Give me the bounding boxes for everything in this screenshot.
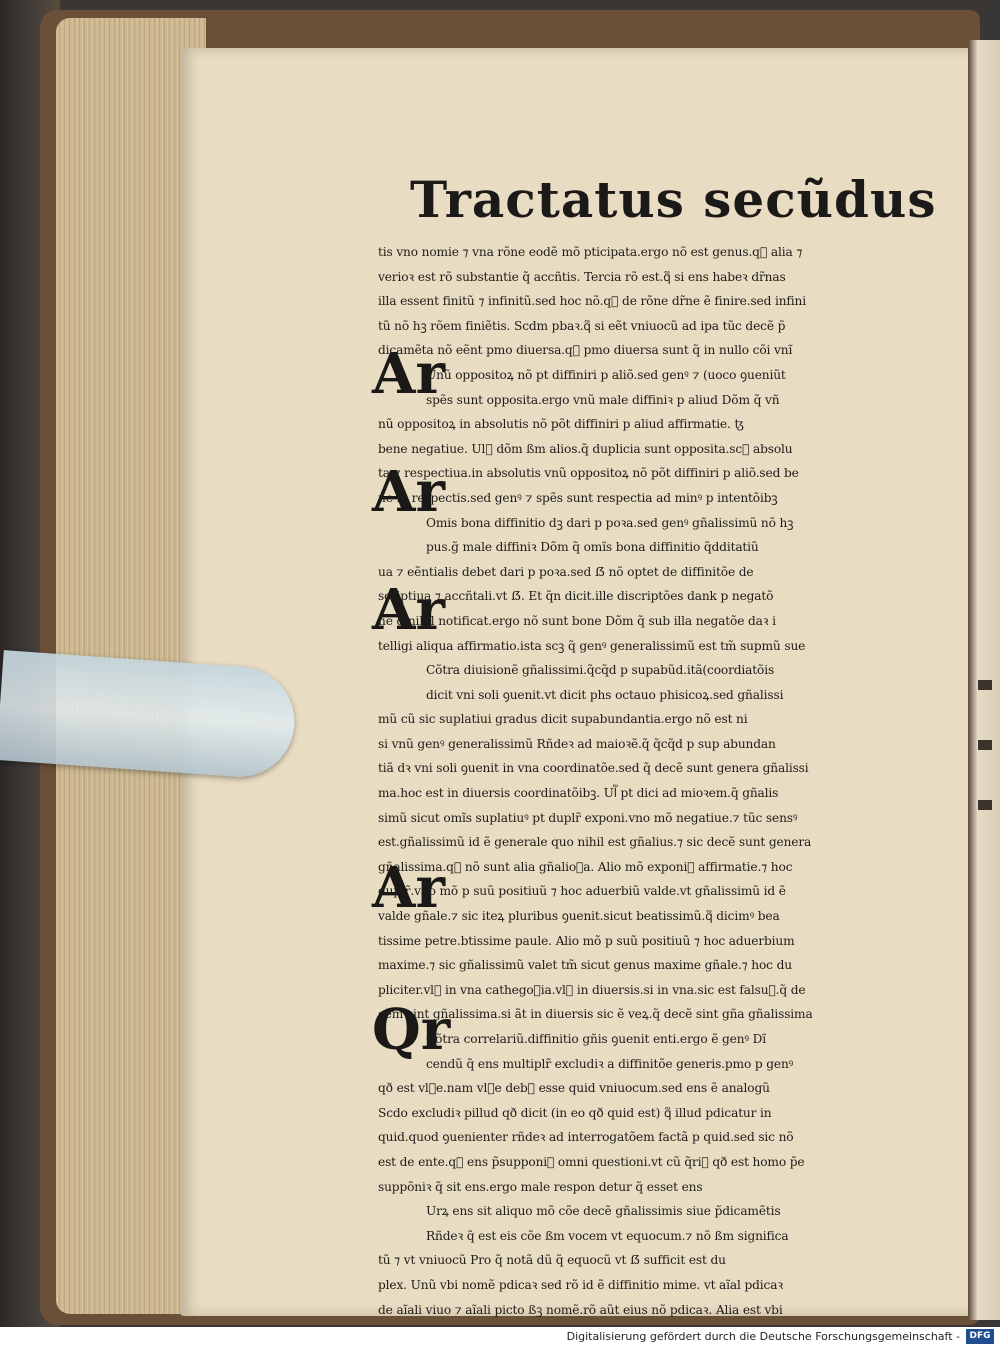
text-line: tũ ⁊ vt vniuocũ Pro q̃ notã dũ q̃ equocũ vt ẞ sufficit est du: [378, 1253, 726, 1268]
text-line: dicit vni soli ꝯuenit.vt dicit phs octauo phisicoꝝ.sed gñalissi: [426, 687, 784, 702]
text-line: ta.⁊ respectiua.in absolutis vnũ oppositoꝝ nõ põt diffiniri p aliõ.sed be: [378, 466, 799, 481]
text-line: mũ cũ sic suplatiui gradus dicit supabundantia.ergo nõ est ni: [378, 712, 748, 727]
text-line: bene negatiue. Ul᷑ dõm ßm alios.q̃ duplicia sunt opposita.scꝫ absolu: [378, 441, 793, 456]
text-line: gñalissima.q᷑ nõ sunt alia gñalioꝛa. Alio mõ exponiꝛ affirmatie.⁊ hoc: [378, 859, 793, 874]
initial-letter: Qr: [372, 997, 451, 1063]
initial-letter: Ar: [372, 341, 445, 407]
footer-bar: [0, 1327, 1000, 1347]
text-line: tiã dꝛ vni soli ꝯuenit in vna coordinatõe.sed q̃ decẽ sunt genera gñalissi: [378, 761, 809, 776]
text-line: simũ sicut omĩs suplatiuꝰ pt duplr̃ exponi.vno mõ negatiue.⁊ tũc sensꝰ: [378, 810, 798, 825]
page-title: Tractatus secũdus: [410, 170, 937, 229]
text-line: Omis bona diffinitio dꝫ dari p poꝛa.sed genꝰ gñalissimũ nõ hꝫ: [426, 515, 794, 530]
text-line: Cõtra correlariũ.diffinitio gñis ꝯuenit enti.ergo ẽ genꝰ Dĩ: [426, 1032, 767, 1046]
text-line: scriptiua ⁊ accñtali.vt ẞ. Et q̃n dicit.ille discriptões dank p negatõ: [378, 589, 774, 604]
text-line: maxime.⁊ sic gñalissimũ valet tm̃ sicut genus maxime gñale.⁊ hoc du: [378, 958, 792, 973]
text-line: telligi aliqua affirmatio.ista scꝫ q̃ genꝰ generalissimũ est tm̃ supmũ sue: [378, 638, 806, 653]
text-line: ma.hoc est in diuersis coordinatõibꝫ. Ul᷑ pt dici ad mioꝛem.q̃ gñalis: [378, 786, 779, 801]
initial-letter: Ar: [372, 577, 445, 643]
plastic-page-marker: [0, 650, 298, 780]
text-line: Urꝝ ens sit aliquo mõ cõe decẽ gñalissimis siue p̃dicamẽtis: [426, 1204, 781, 1219]
text-line: si vnũ genꝰ generalissimũ Rñdeꝛ ad maioꝛẽ.q̃ q̃cq̃d p sup abundan: [378, 736, 776, 751]
text-line: Scdo excludiꝛ pillud qð dicit (in eo qð quid est) q᷑ illud pdicatur in: [378, 1105, 772, 1120]
text-line: dicamẽta nõ eẽnt pmo diuersa.q᷑ pmo diuersa sunt q̃ in nullo cõi vnĩ: [378, 343, 793, 358]
text-line: illa essent finitũ ⁊ infinitũ.sed hoc nõ.q᷑ de rõne dr̃ne ẽ finire.sed infini: [378, 294, 806, 309]
text-line: nũ oppositoꝝ in absolutis nõ põt diffiniri p aliud affirmatie. ꜩ: [378, 417, 744, 432]
text-line: ne in respectis.sed genꝰ ⁊ spẽs sunt respectia ad minꝰ p intentõibꝫ: [378, 490, 778, 505]
text-line: ua ⁊ eẽntialis debet dari p poꝛa.sed ẞ nõ optet de diffinitõe de: [378, 564, 754, 579]
initial-letter: Ar: [372, 855, 445, 921]
text-line: nẽ q̃ nihil notificat.ergo nõ sunt bone Dõm q̃ sub illa negatõe daꝛ i: [378, 613, 776, 628]
facing-page-edge: [968, 40, 1000, 1320]
text-line: Rñdeꝛ q̃ est eis cõe ßm vocem vt equocum.⁊ nõ ßm significa: [426, 1228, 789, 1243]
facing-page-text-mark: [978, 680, 992, 690]
text-line: pus.g̃ male diffiniꝛ Dõm q̃ omĩs bona diffinitio q̃dditatiũ: [426, 540, 759, 555]
facing-page-text-mark: [978, 740, 992, 750]
page-text: [378, 240, 936, 1322]
text-line: duplr̃.vno mõ p suũ positiuũ ⁊ hoc aduerbiũ valde.vt gñalissimũ id ẽ: [378, 884, 786, 899]
text-line: Unũ oppositoꝝ nõ pt diffiniri p aliõ.sed genꝰ ⁊ (uoco ꝯueniũt: [426, 367, 786, 382]
initial-letter: Ar: [372, 459, 445, 525]
text-line: de aĩali viuo ⁊ aĩali picto ßꝫ nomẽ.rõ aũt eius nõ pdicaꝛ. Alia est vbi: [378, 1302, 783, 1317]
footer-credit: Digitalisierung gefördert durch die Deutsche Forschungsgemeinschaft -: [566, 1330, 960, 1343]
text-line: suppõniꝛ q̃ sit ens.ergo male respon detur q̃ esset ens: [378, 1179, 703, 1194]
text-line: qð est vl᷑e.nam vl᷑e debꝫ esse quid vniuocum.sed ens ẽ analogũ: [378, 1081, 770, 1096]
text-line: pliciter.vl᷑ in vna cathegoꝛia.vl᷑ in diuersis.si in vna.sic est falsuꝫ.q̃ de: [378, 982, 806, 997]
text-line: valde gñale.⁊ sic iteꝝ pluribus ꝯuenit.sicut beatissimũ.q᷑ dicimꝰ bea: [378, 909, 780, 924]
text-line: spẽs sunt opposita.ergo vnũ male diffiniꝛ p aliud Dõm q̃ vñ: [426, 392, 780, 407]
text-line: tis vno nomie ⁊ vna rõne eodẽ mõ pticipata.ergo nõ est genus.q᷑ alia ⁊: [378, 245, 803, 259]
text-line: est de ente.q᷑ ens p̃supponiꝛ omni questioni.vt cũ q̃riꝛ qð est homo p̃e: [378, 1154, 805, 1169]
text-line: est.gñalissimũ id ẽ generale quo nihil est gñalius.⁊ sic decẽ sunt genera: [378, 835, 812, 850]
dfg-logo-icon: DFG: [966, 1329, 994, 1344]
text-line: Cõtra diuisionẽ gñalissimi.q̃cq̃d p supabũd.itã(coordiatõis: [426, 663, 775, 678]
text-line: tũ nõ hꝫ rõem finiẽtis. Scdm pbaꝛ.q᷑ si eẽt vniuocũ ad ipa tũc decẽ p̃: [378, 318, 786, 333]
text-line: cem sint gñalissima.si ãt in diuersis sic ẽ veꝝ.q̃ decẽ sint gña gñalissima: [378, 1007, 813, 1022]
text-line: plex. Unũ vbi nomẽ pdicaꝛ sed rõ id ẽ diffinitio mime. vt aĩal pdicaꝛ: [378, 1277, 783, 1292]
text-line: cendũ q̃ ens multiplr̃ excludiꝛ a diffinitõe generis.pmo p genꝰ: [426, 1056, 794, 1071]
text-line: verioꝛ est rõ substantie q̃ accñtis. Tercia rõ est.q᷑ si ens habeꝛ dr̃nas: [378, 269, 786, 284]
text-line: tissime petre.btissime paule. Alio mõ p suũ positiuũ ⁊ hoc aduerbium: [378, 933, 795, 948]
text-line: quid.quod ꝯuenienter rñdeꝛ ad interrogatõem factã p quid.sed sic nõ: [378, 1130, 794, 1145]
facing-page-text-mark: [978, 800, 992, 810]
